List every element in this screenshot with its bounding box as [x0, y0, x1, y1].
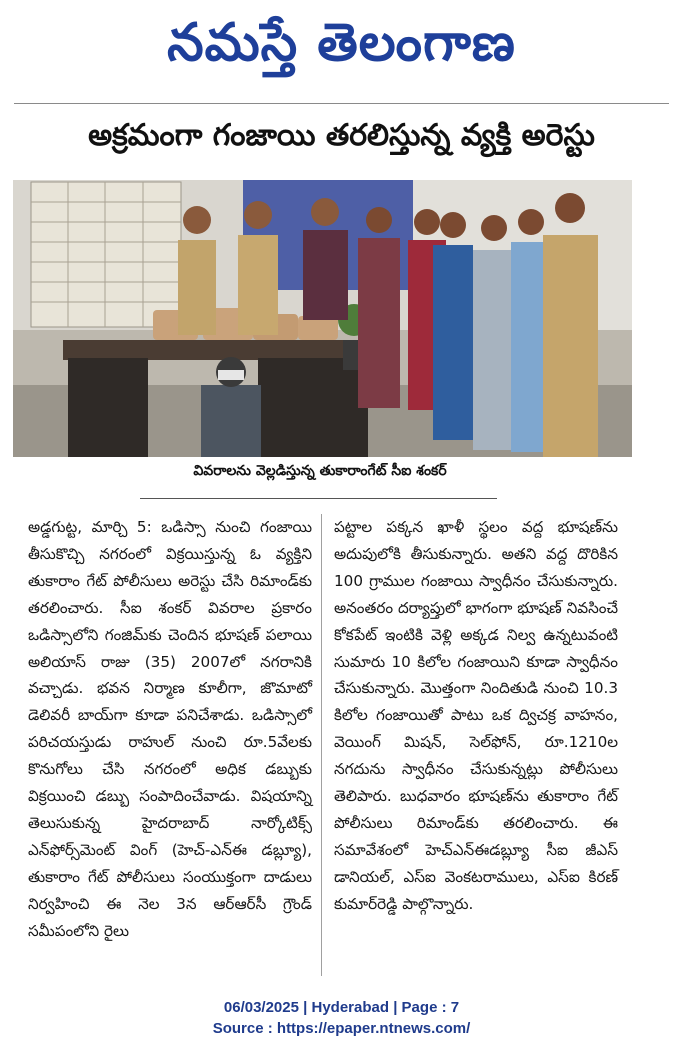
column-divider — [321, 514, 322, 976]
source-link[interactable]: Source : https://epaper.ntnews.com/ — [212, 1020, 471, 1037]
masthead-divider — [14, 103, 669, 104]
caption-divider — [140, 498, 497, 499]
photo-caption: వివరాలను వెల్లడిస్తున్న తుకారాంగేట్ సీఐ శంకర్ — [193, 463, 447, 479]
article-body-right — [334, 514, 618, 918]
article-body-left — [28, 514, 312, 945]
edition-info: 06/03/2025 | Hyderabad | Page : 7 — [223, 999, 460, 1016]
article-headline: అక్రమంగా గంజాయి తరలిస్తున్న వ్యక్తి అరెస్టు — [88, 118, 595, 153]
news-photo — [13, 180, 632, 457]
article-paragraph-right: పట్టాల పక్కన ఖాళీ స్థలం వద్ద భూషణ్‌ను అదుపులోకి తీసుకున్నారు. అతని వద్ద దొరికిన 100 గ్రాముల గంజాయి స్వాధీనం చేసుకున్నారు. అనంతరం దర్యాప్తులో భాగంగా భూషణ్ నివసించే కోకపేట్ ఇంటికి వెళ్లి అక్కడ నిల్వ ఉన్నటువంటి సుమారు 10 కిలోల గంజాయిని కూడా స్వాధీనం చేసుకున్నారు. మొత్తంగా నిందితుడి నుంచి 10.3 కిలోల గంజాయితో పాటు ఒక ద్విచక్ర వాహనం, వెయింగ్ మిషన్, సెల్‌ఫోన్, రూ.1210ల నగదును స్వాధీనం చేసుకున్నట్లు పోలీసులు తెలిపారు. బుధవారం భూషణ్‌ను తుకారాం గేట్ పోలీసులు రిమాండ్‌కు తరలించారు. ఈ సమావేశంలో హెచ్‌ఎన్‌ఈడబ్ల్యూ సీఐ జీఎస్ డానియల్, ఎస్ఐ వెంకటరాములు, ఎస్ఐ కిరణ్ కుమార్‌రెడ్డి పాల్గొన్నారు. — [334, 518, 618, 913]
newspaper-logo: నమస్తే తెలంగాణ — [167, 12, 516, 73]
masthead — [0, 0, 683, 92]
article-paragraph-left: అడ్డగుట్ట, మార్చి 5: ఒడిస్సా నుంచి గంజాయి తీసుకొచ్చి నగరంలో విక్రయిస్తున్న ఓ వ్యక్తిని తుకారాం గేట్ పోలీసులు అరెస్టు చేసి రిమాండ్‌కు తరలించారు. సీఐ శంకర్ వివరాల ప్రకారం ఒడిస్సాలోని గంజిమ్‌కు చెందిన భూషణ్ పలాయి అలియాస్ రాజు (35) 2007లో నగరానికి వచ్చాడు. భవన నిర్మాణ కూలీగా, జొమాటో డెలివరీ బాయ్‌గా కూడా పనిచేశాడు. ఒడిస్సాలో పరిచయస్తుడు రాహుల్ నుంచి రూ.5వేలకు కొనుగోలు చేసి నగరంలో అధిక డబ్బుకు విక్రయించి డబ్బు సంపాదించేవాడు. విషయాన్ని తెలుసుకున్న హైదరాబాద్ నార్కోటిక్స్ ఎన్‌ఫోర్స్‌మెంట్ వింగ్ (హెచ్-ఎన్‌ఈ డబ్ల్యూ), తుకారాం గేట్ పోలీసులు సంయుక్తంగా దాడులు నిర్వహించి ఈ నెల 3న ఆర్ఆర్‌సీ గ్రౌండ్ సమీపంలోని రైలు — [28, 518, 312, 940]
police-press-photo — [13, 180, 632, 457]
